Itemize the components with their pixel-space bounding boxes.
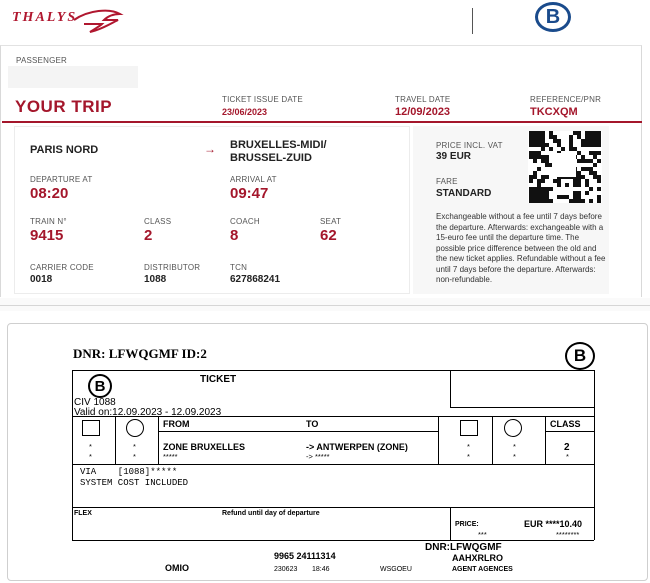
star-mark: *	[89, 452, 92, 461]
civ-line: CIV 1088	[74, 397, 116, 408]
grid-line	[545, 431, 594, 432]
thalys-logo-swoosh-icon	[70, 6, 126, 36]
origin-station: PARIS NORD	[30, 144, 99, 156]
ticket-box-icon-return	[460, 420, 478, 436]
star-mark: *	[467, 452, 470, 461]
qr-code-icon	[528, 131, 602, 203]
arrival-time: 09:47	[230, 185, 269, 202]
passenger-name-redacted	[8, 66, 138, 88]
seat-value: 62	[320, 227, 337, 244]
grid-line	[72, 370, 594, 371]
coach-value: 8	[230, 227, 239, 244]
your-trip-title: YOUR TRIP	[15, 97, 113, 116]
class-label-sncb: CLASS	[550, 419, 581, 429]
dnr-header: DNR: LFWQGMF ID:2	[73, 346, 207, 361]
from-label: FROM	[163, 419, 190, 429]
grid-line	[438, 416, 439, 464]
tcn-label: TCN	[230, 263, 248, 272]
header-divider	[472, 8, 473, 34]
grid-line	[115, 416, 116, 464]
star-mark: *	[133, 442, 136, 451]
thalys-logo: THALYS	[12, 10, 78, 25]
carrier-code-value: 0018	[30, 274, 53, 285]
station-code: WSGOEU	[380, 566, 412, 573]
grid-line	[72, 540, 594, 541]
train-number: 9415	[30, 227, 64, 244]
star-mark: *	[513, 442, 516, 451]
grid-line	[594, 370, 595, 540]
grid-line	[450, 407, 594, 408]
reference-value: TKCXQM	[530, 106, 578, 118]
star-mark: *	[89, 442, 92, 451]
flex-label: FLEX	[74, 510, 92, 517]
to-label: TO	[306, 419, 319, 429]
sncb-logo-icon: B	[535, 2, 571, 32]
trip-divider	[2, 121, 642, 123]
departure-time: 08:20	[30, 185, 69, 202]
grid-line	[545, 416, 546, 464]
issue-date-value: 23/06/2023	[222, 107, 268, 117]
star-mark: *	[566, 452, 569, 461]
travel-date-value: 12/09/2023	[395, 106, 451, 118]
star-mark: *	[467, 442, 470, 451]
price-label-sncb: PRICE:	[455, 521, 479, 528]
distributor-label: DISTRIBUTOR	[144, 263, 201, 272]
ticket-title: TICKET	[200, 374, 237, 385]
omio-label: OMIO	[165, 563, 189, 573]
class-value-sncb: 2	[564, 442, 570, 453]
arrival-label: ARRIVAL AT	[230, 175, 277, 184]
price-value: 39 EUR	[436, 151, 472, 162]
price-stars-a: ***	[478, 530, 487, 539]
sncb-ticket	[0, 311, 650, 583]
from-stars: *****	[163, 452, 178, 461]
via-line: VIA [1088]*****	[80, 467, 178, 477]
star-mark: *	[513, 452, 516, 461]
dnr-bottom: DNR:LFWQGMF	[425, 542, 502, 553]
sncb-header-logo-icon: B	[565, 342, 595, 370]
valid-line: Valid on:12.09.2023 - 12.09.2023	[74, 407, 222, 418]
passenger-label: PASSENGER	[16, 56, 67, 65]
refund-condition: Refund until day of departure	[222, 510, 320, 517]
grid-line	[450, 370, 451, 408]
train-label: TRAIN N°	[30, 217, 67, 226]
tcn-value: 627868241	[230, 274, 281, 285]
clock-icon	[126, 419, 144, 437]
class-label: CLASS	[144, 217, 172, 226]
star-mark: *	[133, 452, 136, 461]
system-cost-line: SYSTEM COST INCLUDED	[80, 478, 189, 488]
destination-station-line2: BRUSSEL-ZUID	[230, 152, 312, 164]
departure-label: DEPARTURE AT	[30, 175, 93, 184]
price-stars-b: ********	[556, 530, 580, 539]
reference-label: REFERENCE/PNR	[530, 95, 602, 104]
coach-label: COACH	[230, 217, 260, 226]
grid-line	[72, 507, 594, 508]
scan-separator-line	[0, 305, 650, 306]
grid-line	[72, 464, 594, 465]
date-code: 230623	[274, 566, 298, 573]
fare-value: STANDARD	[436, 188, 492, 199]
sncb-ticket-logo-icon: B	[88, 374, 112, 398]
to-zone: -> ANTWERPEN (ZONE)	[306, 442, 408, 452]
grid-line	[72, 370, 73, 540]
class-value: 2	[144, 227, 153, 244]
fare-conditions: Exchangeable without a fee until 7 days before the departure. Afterwards: exchangeable with a 15-euro fee until the departure time. The possible price difference between the old and the new ticket applies. Refundable without a fee until 7 days before the departure. Afterwards: non-refundable.	[436, 212, 606, 284]
distributor-value: 1088	[144, 274, 167, 285]
seat-label: SEAT	[320, 217, 342, 226]
issue-date-label: TICKET ISSUE DATE	[222, 95, 303, 104]
price-label: PRICE INCL. VAT	[436, 141, 503, 150]
from-zone: ZONE BRUXELLES	[163, 442, 246, 452]
to-stars: -> *****	[306, 452, 330, 461]
ticket-number: 9965 24111314	[274, 551, 336, 561]
route-arrow-icon: →	[204, 142, 216, 156]
destination-station-line1: BRUXELLES-MIDI/	[230, 139, 327, 151]
clock-icon-return	[504, 419, 522, 437]
grid-line	[158, 416, 159, 464]
price-value-sncb: EUR ****10.40	[524, 519, 583, 529]
time-code: 18:46	[312, 566, 330, 573]
travel-date-label: TRAVEL DATE	[395, 95, 451, 104]
agent-label: AGENT AGENCES	[452, 566, 513, 573]
carrier-code-label: CARRIER CODE	[30, 263, 94, 272]
grid-line	[450, 507, 451, 540]
grid-line	[492, 416, 493, 464]
fare-label: FARE	[436, 177, 458, 186]
agency-code: AAHXRLRO	[452, 553, 503, 563]
grid-line	[158, 431, 438, 432]
ticket-box-icon	[82, 420, 100, 436]
